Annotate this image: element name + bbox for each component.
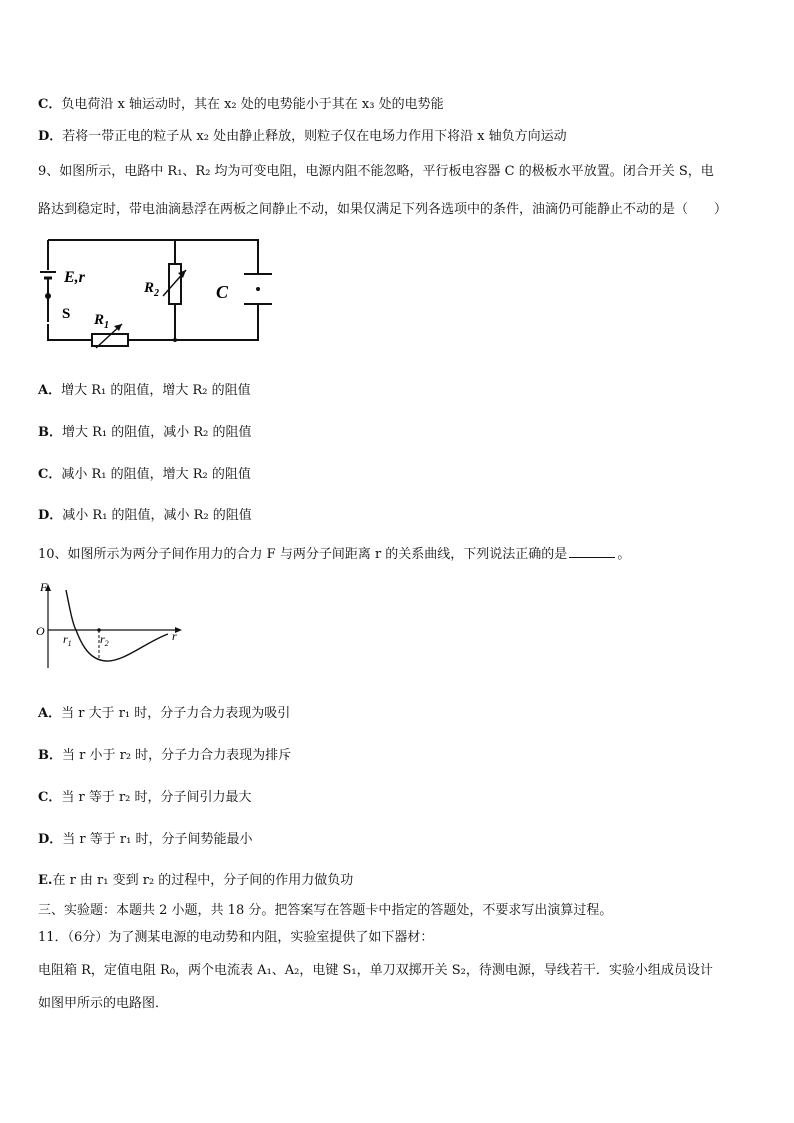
option-text: 若将一带正电的粒子从 x₂ 处由静止释放，则粒子仅在电场力作用下将沿 x 轴负方向运动 <box>62 129 567 144</box>
r2-main: r <box>100 632 105 646</box>
source-label: E,r <box>64 269 85 286</box>
r1-label-main: R <box>94 312 105 328</box>
option-text: 减小 R₁ 的阻值，增大 R₂ 的阻值 <box>61 467 251 482</box>
r2-label <box>143 280 159 299</box>
r1-label <box>93 312 109 331</box>
graph-r2-label <box>100 632 109 648</box>
option-letter: A． <box>38 706 62 721</box>
option-letter: C． <box>38 790 62 805</box>
option-text: 当 r 小于 r₂ 时，分子力合力表现为排斥 <box>62 748 292 763</box>
option-letter: D． <box>38 832 63 847</box>
option-letter: C． <box>38 97 62 112</box>
r2-resistor-body <box>169 264 181 304</box>
q8-option-c <box>38 96 444 114</box>
option-text: 负电荷沿 x 轴运动时，其在 x₂ 处的电势能小于其在 x₃ 处的电势能 <box>61 97 444 112</box>
r2-sub: 2 <box>104 639 109 648</box>
answer-blank <box>569 545 615 558</box>
option-text: 当 r 大于 r₁ 时，分子力合力表现为吸引 <box>61 706 291 721</box>
switch-contact-top <box>46 294 50 298</box>
q10-stem <box>38 545 630 564</box>
q10-stem-text: 10、如图所示为两分子间作用力的合力 F 与两分子间距离 r 的关系曲线，下列说法正确的是 <box>38 547 568 562</box>
junction-dot <box>173 338 177 342</box>
q9-stem-line2: 路达到稳定时，带电油滴悬浮在两板之间静止不动，如果仅满足下列各选项中的条件，油滴仍可能静止不动的是（ ） <box>38 202 728 217</box>
r2-label-sub: 2 <box>154 288 160 299</box>
circuit-wire-bottom <box>48 304 258 340</box>
r1-sub: 1 <box>67 639 72 648</box>
option-text: 当 r 等于 r₂ 时，分子间引力最大 <box>61 790 252 805</box>
r1-main: r <box>63 632 68 646</box>
q10-option-b <box>38 747 291 765</box>
q10-stem-end: 。 <box>617 547 631 562</box>
q10-option-e <box>38 872 353 890</box>
graph-r1-label <box>63 632 72 648</box>
option-letter: C． <box>38 467 62 482</box>
force-curve <box>66 590 168 661</box>
section-heading: 三、实验题：本题共 2 小题，共 18 分。把答案写在答题卡中指定的答题处，不要求写出演算过程。 <box>38 903 613 918</box>
q11-stem: 11．（6分）为了测某电源的电动势和内阻，实验室提供了如下器材： <box>38 930 434 945</box>
switch-label: S <box>62 306 71 322</box>
capacitor-label: C <box>216 282 229 302</box>
r2-label-main: R <box>144 280 155 296</box>
option-letter: E. <box>38 873 53 888</box>
q10-option-c <box>38 789 252 807</box>
q9-stem-line1: 9、如图所示，电路中 R₁、R₂ 均为可变电阻，电源内阻不能忽略，平行板电容器 C 的极板水平放置。闭合开关 S，电 <box>38 164 714 179</box>
q8-option-d <box>38 128 567 146</box>
q9-option-a <box>38 382 251 400</box>
q11-line3: 如图甲所示的电路图． <box>38 996 169 1011</box>
graph-x-label: r <box>172 629 177 643</box>
option-text: 减小 R₁ 的阻值，减小 R₂ 的阻值 <box>62 508 252 523</box>
oil-drop <box>256 287 260 291</box>
q9-option-b <box>38 424 252 442</box>
graph-y-label: F <box>40 580 48 594</box>
option-text: 在 r 由 r₁ 变到 r₂ 的过程中，分子间的作用力做负功 <box>52 873 354 888</box>
option-letter: D． <box>38 508 63 523</box>
q10-force-distance-graph <box>36 580 186 670</box>
option-text: 增大 R₁ 的阻值，增大 R₂ 的阻值 <box>61 383 251 398</box>
q10-option-a <box>38 705 290 723</box>
q9-option-d <box>38 507 252 525</box>
q11-line2: 电阻箱 R，定值电阻 R₀，两个电流表 A₁、A₂，电键 S₁，单刀双掷开关 S₂，待测电源，导线若干．实验小组成员设计 <box>38 963 713 978</box>
option-letter: B． <box>38 748 62 763</box>
option-letter: A． <box>38 383 62 398</box>
q9-option-c <box>38 466 251 484</box>
option-letter: D． <box>38 129 63 144</box>
option-letter: B． <box>38 425 62 440</box>
r1-label-sub: 1 <box>104 320 110 331</box>
graph-origin-label: O <box>36 624 45 638</box>
option-text: 当 r 等于 r₁ 时，分子间势能最小 <box>62 832 253 847</box>
q9-circuit-diagram <box>36 232 281 352</box>
q10-option-d <box>38 831 252 849</box>
option-text: 增大 R₁ 的阻值，减小 R₂ 的阻值 <box>62 425 252 440</box>
